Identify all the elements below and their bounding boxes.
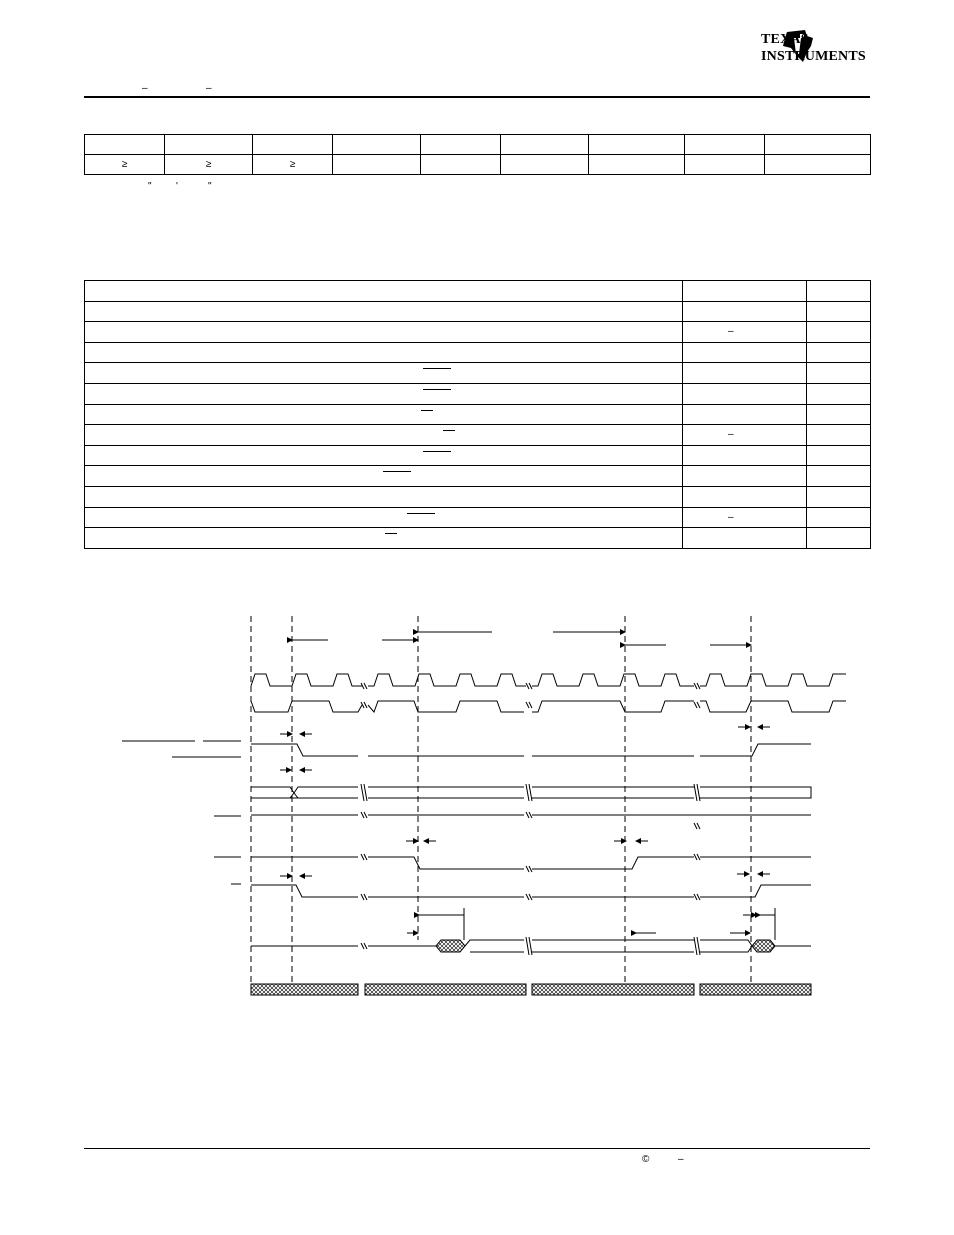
undefined-bus-segment [532, 984, 694, 995]
footnote-mark: " [148, 181, 152, 192]
table-cell: ≥ [85, 155, 165, 175]
overline-bar [421, 410, 433, 411]
footnote-mark: " [208, 181, 212, 192]
table-row [85, 486, 871, 507]
logo-line-texas: TEXAS [761, 32, 809, 47]
undefined-bus-segment [365, 984, 526, 995]
table-cell [501, 155, 589, 175]
ordering-table [84, 134, 871, 175]
signal-waveform [251, 744, 811, 756]
overline-bar [423, 389, 451, 390]
table-row [85, 404, 871, 425]
ti-wordmark [761, 31, 866, 65]
table-row [85, 445, 871, 466]
timing-table [84, 280, 871, 549]
range-dash: – [728, 429, 734, 441]
undefined-bus-segment [251, 984, 358, 995]
table-row [85, 507, 871, 528]
table-row [85, 363, 871, 384]
signal-waveform [251, 857, 811, 869]
header-dash-b: – [206, 83, 212, 94]
timing-diagram [0, 600, 954, 1020]
footer-dash: – [678, 1154, 684, 1165]
table-row [85, 342, 871, 363]
overline-bar [383, 471, 411, 472]
table-row [85, 425, 871, 446]
table-cell: ≥ [253, 155, 333, 175]
table-row [85, 383, 871, 404]
overline-bar [407, 513, 435, 514]
table-row [85, 135, 871, 155]
header-rule [84, 96, 870, 98]
range-dash: – [728, 511, 734, 523]
footer-rule [84, 1148, 870, 1149]
overline-bar [443, 430, 455, 431]
overline-bar [423, 368, 451, 369]
clock-waveform [251, 701, 846, 712]
table-row [85, 155, 871, 175]
header-dash-a: – [142, 83, 148, 94]
overline-bar [423, 451, 451, 452]
range-dash: – [728, 326, 734, 338]
overline-bar [385, 533, 397, 534]
table-row [85, 301, 871, 322]
undefined-bus-segment [700, 984, 811, 995]
table-cell [333, 155, 421, 175]
footnote-mark: ' [176, 181, 178, 192]
clock-waveform [251, 674, 846, 686]
table-cell [421, 155, 501, 175]
table-row [85, 322, 871, 343]
data-invalid-region [436, 940, 465, 952]
table-cell [765, 155, 871, 175]
copyright-symbol: © [642, 1154, 650, 1165]
logo-line-instruments: INSTRUMENTS [761, 49, 866, 64]
table-row [85, 528, 871, 549]
break-mark [361, 854, 700, 900]
break-mark [361, 683, 700, 708]
table-cell [589, 155, 685, 175]
table-row [85, 281, 871, 302]
data-invalid-region [752, 940, 775, 952]
table-row [85, 466, 871, 487]
table-cell [685, 155, 765, 175]
signal-waveform [251, 885, 811, 897]
break-mark [361, 784, 700, 829]
data-valid-region [465, 940, 752, 952]
table-cell: ≥ [165, 155, 253, 175]
